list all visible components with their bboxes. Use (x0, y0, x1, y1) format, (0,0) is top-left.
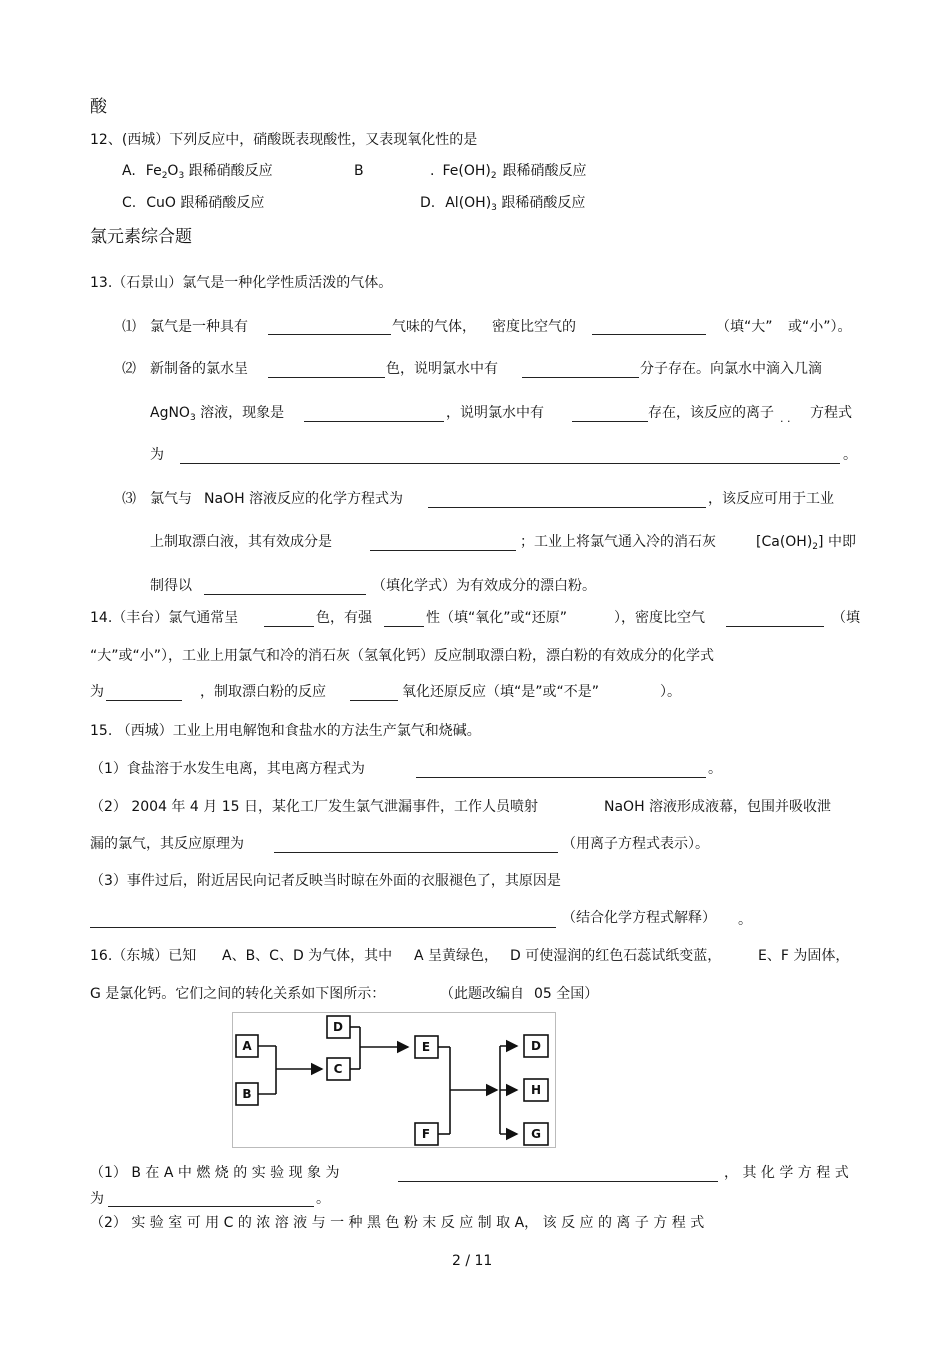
q14-text-h: ，制取漂白粉的反应 (200, 684, 326, 700)
q15-part2-text-d: （用离子方程式表示）。 (562, 836, 709, 852)
q15-part3-text-a: （3）事件过后，附近居民向记者反映当时晾在外面的衣服褪色了，其原因是 (90, 873, 561, 889)
q13-part2-text-a: 新制备的氯水呈 (150, 361, 248, 377)
q13-part2-text-c: 分子存在。向氯水中滴入几滴 (640, 361, 822, 377)
q16-text-g: （此题改编自 (440, 986, 524, 1002)
q12-option-c: C. CuO 跟稀硝酸反应 (122, 195, 265, 211)
q13-part1-text-a: 氯气是一种具有 (150, 319, 248, 335)
q15-part1-text: （1）食盐溶于水发生电离，其电离方程式为 (90, 761, 365, 777)
q16-part1-end: 。 (316, 1191, 330, 1207)
q16-text-b: A、B、C、D 为气体，其中 (222, 948, 393, 964)
q15-stem: 15. （西城）工业上用电解饱和食盐水的方法生产氯气和烧碱。 (90, 723, 481, 739)
q16-text-d: D 可使湿润的红色石蕊试纸变蓝， (510, 948, 722, 964)
q13-part2-text-h: 为 (150, 447, 164, 463)
q13-blank-ion[interactable] (572, 421, 648, 422)
diagram-label-d-right: D (531, 1039, 541, 1053)
q16-blank-equation[interactable] (108, 1206, 314, 1207)
diagram-label-c: C (333, 1062, 343, 1076)
q13-part1-text-b: 气味的气体， (392, 319, 476, 335)
q16-reaction-flow-diagram (232, 1012, 556, 1148)
q14-text-f: “大”或“小”），工业上用氯气和冷的消石灰（氢氧化钙）反应制取漂白粉，漂白粉的有效成分的化学式 (90, 648, 715, 664)
q13-part3-text-g: 制得以 (150, 578, 192, 594)
q12-option-b: . $Fe(OH)_2$ 跟稀硝酸反应 (430, 163, 587, 181)
q13-blank-effective-component[interactable] (370, 550, 516, 551)
q14-text-g: 为 (90, 684, 104, 700)
q13-blank-color[interactable] (268, 377, 385, 378)
q13-part3-text-d: 上制取漂白液，其有效成分是 (150, 534, 332, 550)
diagram-label-d-top: D (333, 1020, 343, 1034)
q13-blank-chemical-equation[interactable] (428, 507, 706, 508)
page-number: 2 / 11 (452, 1253, 493, 1269)
diagram-label-a: A (242, 1039, 252, 1053)
q13-part3-text-b: NaOH 溶液反应的化学方程式为 (204, 491, 404, 507)
q13-part3-text-a: 氯气与 (150, 491, 192, 507)
q13-part1-number: ⑴ (122, 319, 136, 335)
q13-blank-molecule[interactable] (522, 377, 639, 378)
q14-text-d: ），密度比空气 (614, 610, 705, 626)
q14-text-c: 性（填“氧化”或“还原” (426, 610, 568, 626)
section-heading-acid: 酸 (90, 97, 107, 117)
q13-part2-text-f: 存在，该反应的离子 (648, 405, 774, 421)
q13-stem: 13.（石景山）氯气是一种化学性质活泼的气体。 (90, 275, 393, 291)
q16-text-h: 05 全国） (534, 986, 599, 1002)
q13-part3-text-e: ；工业上将氯气通入冷的消石灰 (520, 534, 716, 550)
q15-part2-text-a: （2） 2004 年 4 月 15 日，某化工厂发生氯气泄漏事件，工作人员喷射 (90, 799, 538, 815)
diagram-label-e: E (421, 1040, 431, 1054)
q16-text-e: E、F 为固体， (758, 948, 850, 964)
diagram-label-g: G (531, 1127, 541, 1141)
q13-part3-text-f: $[Ca(OH)_2]$ 中即 (756, 534, 856, 552)
diagram-label-h: H (530, 1083, 542, 1097)
diagram-label-b: B (242, 1087, 252, 1101)
q12-option-a: A. $Fe_2O_3$ 跟稀硝酸反应 (122, 163, 273, 181)
q15-part3-text-b: （结合化学方程式解释） (562, 910, 716, 926)
q16-part1-text-c: 为 (90, 1191, 104, 1207)
q13-part3-text-c: ，该反应可用于工业 (708, 491, 834, 507)
q15-blank-ionic-equation[interactable] (274, 852, 558, 853)
q15-part2-text-c: 漏的氯气，其反应原理为 (90, 836, 244, 852)
q14-blank-property[interactable] (384, 626, 424, 627)
q15-part1-end: 。 (708, 761, 722, 777)
q13-blank-ionic-equation[interactable] (180, 463, 840, 464)
q14-text-i: 氧化还原反应（填“是”或“不是” (402, 684, 600, 700)
q15-blank-ionization[interactable] (416, 777, 706, 778)
q14-blank-formula[interactable] (106, 700, 182, 701)
q13-blank-phenomenon[interactable] (304, 421, 444, 422)
q12-option-d: D. $Al(OH)_3$ 跟稀硝酸反应 (420, 195, 586, 213)
q13-part1-text-c: 密度比空气的 (492, 319, 576, 335)
q13-part1-text-d: （填“大” (716, 319, 773, 335)
q13-part2-text-d: AgNO$_3$ 溶液，现象是 (150, 405, 285, 423)
q16-text-c: A 呈黄绿色， (414, 948, 499, 964)
q15-blank-explanation[interactable] (90, 927, 556, 928)
q14-blank-density[interactable] (726, 626, 824, 627)
q13-part3-number: ⑶ (122, 491, 136, 507)
q14-text-j: ）。 (660, 684, 681, 700)
diagram-label-f: F (421, 1127, 431, 1141)
q13-part2-text-b: 色，说明氯水中有 (386, 361, 498, 377)
q13-part1-text-e: 或“小”）。 (788, 319, 852, 335)
q13-emphasis-dots: . . (780, 412, 791, 425)
q14-text-a: 14.（丰台）氯气通常呈 (90, 610, 239, 626)
section-heading-chlorine: 氯元素综合题 (90, 227, 192, 247)
q15-part3-end: 。 (738, 912, 752, 928)
q13-part2-number: ⑵ (122, 361, 136, 377)
q13-part3-text-h: （填化学式）为有效成分的漂白粉。 (372, 578, 596, 594)
q16-text-f: G 是氯化钙。它们之间的转化关系如下图所示： (90, 986, 386, 1002)
q14-text-b: 色，有强 (316, 610, 372, 626)
q13-blank-odor[interactable] (268, 334, 391, 335)
q16-text-a: 16.（东城）已知 (90, 948, 197, 964)
q13-part2-text-g: 方程式 (810, 405, 852, 421)
q16-part1-text-b: ， 其 化 学 方 程 式 (724, 1165, 849, 1181)
q16-blank-phenomenon[interactable] (398, 1181, 718, 1182)
q14-blank-color[interactable] (264, 626, 314, 627)
q16-part1-text-a: （1） B 在 A 中 燃 烧 的 实 验 现 象 为 (90, 1165, 340, 1181)
q13-blank-density[interactable] (592, 334, 706, 335)
q14-text-e: （填 (832, 610, 860, 626)
q16-part2-text: （2） 实 验 室 可 用 C 的 浓 溶 液 与 一 种 黑 色 粉 末 反 应 制 取 A， 该 反 应 的 离 子 方 程 式 (90, 1215, 705, 1231)
q14-blank-redox[interactable] (350, 700, 398, 701)
q13-blank-formula[interactable] (204, 594, 366, 595)
q12-stem: 12、(西城）下列反应中，硝酸既表现酸性，又表现氧化性的是 (90, 132, 478, 148)
q15-part2-text-b: NaOH 溶液形成液幕，包围并吸收泄 (604, 799, 832, 815)
q13-part2-text-e: ，说明氯水中有 (446, 405, 544, 421)
q13-part2-end: 。 (843, 447, 857, 463)
q12-option-b-label: B (354, 163, 364, 179)
